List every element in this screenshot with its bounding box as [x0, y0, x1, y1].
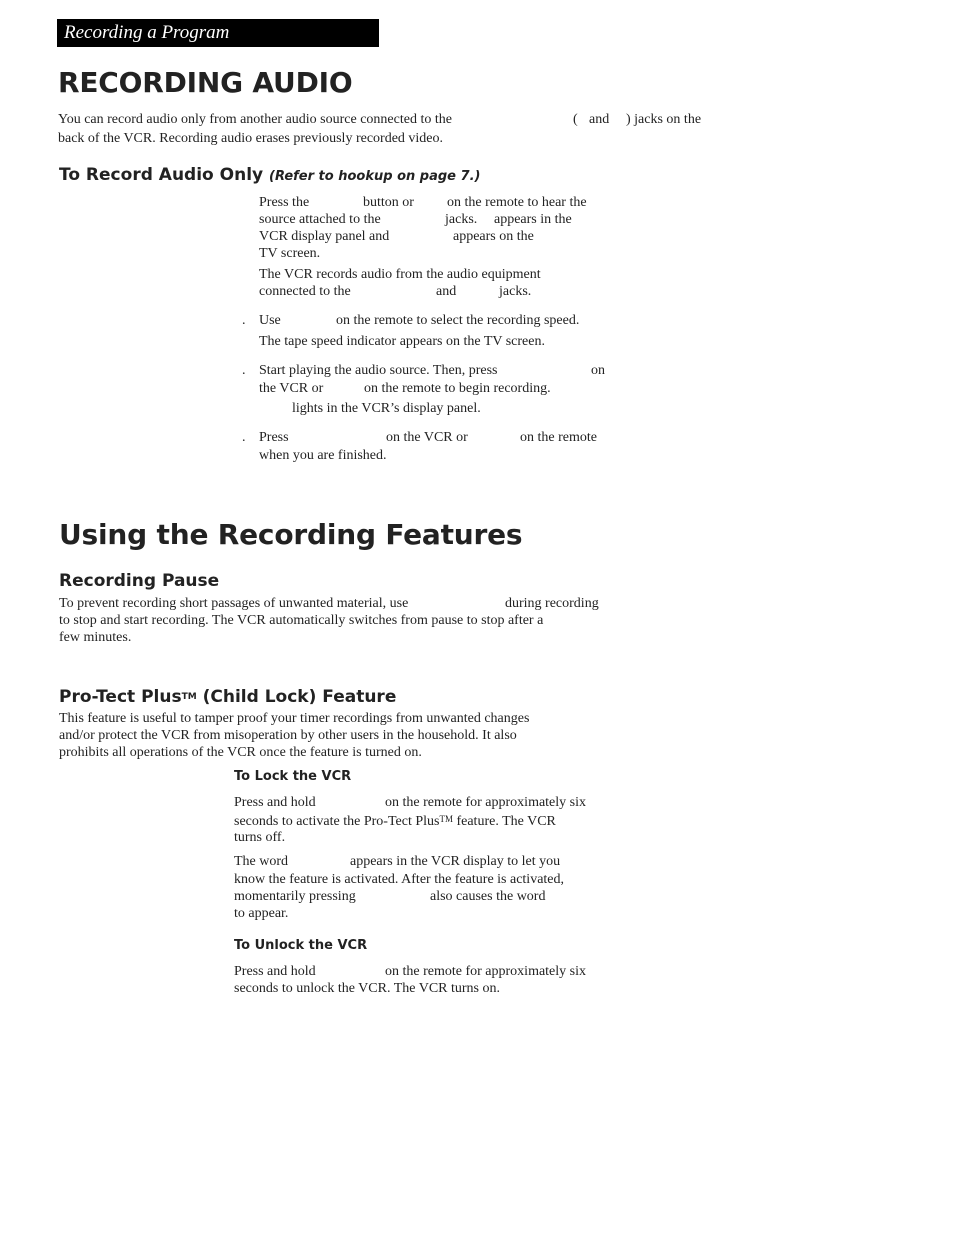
features-title: Using the Recording Features: [59, 518, 523, 551]
step4-line1-a: Press: [259, 430, 289, 445]
step2-line1-a: Use: [259, 313, 281, 328]
step1-note-line1: The VCR records audio from the audio equipment: [259, 267, 541, 282]
step1-line1-b: button or: [363, 195, 414, 210]
lock-p2-line1-a: The word: [234, 854, 289, 869]
step1-line1-c: on the remote to hear the: [447, 195, 587, 210]
step1-line2-c: appears in the: [494, 212, 572, 227]
lock-p1-line1-a: Press and hold: [234, 795, 316, 810]
step4-line1-c: on the remote: [520, 430, 597, 445]
lock-p2-line2: know the feature is activated. After the feature is activated,: [234, 872, 565, 887]
step1-line2-a: source attached to the: [259, 212, 381, 227]
pause-line2: to stop and start recording. The VCR automatically switches from pause to stop after a: [59, 613, 544, 628]
intro-line-1-a: You can record audio only from another audio source connected to the: [58, 112, 452, 127]
step4-number: .: [242, 430, 246, 445]
step4-line1-b: on the VCR or: [386, 430, 468, 445]
step3-line2-a: the VCR or: [259, 381, 324, 396]
step3-line2-b: on the remote to begin recording.: [364, 381, 551, 396]
protect-line3: prohibits all operations of the VCR once the feature is turned on.: [59, 745, 422, 760]
pause-line1-b: during recording: [505, 596, 599, 611]
pause-line1-a: To prevent recording short passages of unwanted material, use: [59, 596, 409, 611]
step1-note-line2-c: jacks.: [499, 284, 532, 299]
recording-pause-title: Recording Pause: [59, 571, 220, 591]
step1-line3-a: VCR display panel and: [259, 229, 390, 244]
intro-line-1-c: and: [589, 112, 610, 127]
protect-title-b: (Child Lock) Feature: [196, 687, 397, 707]
unlock-vcr-title: To Unlock the VCR: [234, 938, 368, 953]
lock-p2-line4: to appear.: [234, 906, 289, 921]
lock-p2-line3-a: momentarily pressing: [234, 889, 356, 904]
intro-line-1-b: (: [573, 112, 578, 127]
pause-line3: few minutes.: [59, 630, 132, 645]
protect-title-a: Pro-Tect Plus: [59, 687, 182, 707]
section-header: Recording a Program: [57, 19, 379, 47]
intro-line-2: back of the VCR. Recording audio erases previously recorded video.: [58, 131, 444, 146]
protect-line1: This feature is useful to tamper proof your timer recordings from unwanted changes: [59, 711, 530, 726]
step3-line3: lights in the VCR’s display panel.: [292, 401, 481, 416]
procedure-title-text: To Record Audio Only: [59, 165, 264, 185]
lock-p1-line1-b: on the remote for approximately six: [385, 795, 586, 810]
step1-note-line2-a: connected to the: [259, 284, 351, 299]
unlock-line1-b: on the remote for approximately six: [385, 964, 586, 979]
protect-plus-title: [59, 687, 396, 707]
page-title: RECORDING AUDIO: [58, 66, 353, 99]
step1-line4: TV screen.: [259, 246, 321, 261]
protect-line2: and/or protect the VCR from misoperation by other users in the household. It also: [59, 728, 517, 743]
step4-line2: when you are finished.: [259, 448, 387, 463]
unlock-line2: seconds to unlock the VCR. The VCR turns on.: [234, 981, 500, 996]
step2-number: .: [242, 313, 246, 328]
step1-line2-b: jacks.: [445, 212, 478, 227]
lock-trademark-mark: TM: [439, 814, 453, 824]
step2-line1-b: on the remote to select the recording speed.: [336, 313, 580, 328]
trademark-mark: TM: [181, 692, 197, 702]
step1-note-line2-b: and: [436, 284, 457, 299]
lock-p1-line2: [234, 811, 556, 830]
lock-p1-line2-a: seconds to activate the Pro-Tect Plus: [234, 814, 440, 829]
step2-line2: The tape speed indicator appears on the TV screen.: [259, 334, 545, 349]
step1-line1-a: Press the: [259, 195, 310, 210]
step3-line1-b: on: [591, 363, 605, 378]
procedure-ref: (Refer to hookup on page 7.): [269, 169, 481, 184]
unlock-line1-a: Press and hold: [234, 964, 316, 979]
step3-number: .: [242, 363, 246, 378]
intro-line-1-d: ) jacks on the: [626, 112, 702, 127]
procedure-title: [59, 165, 480, 185]
step3-line1-a: Start playing the audio source. Then, press: [259, 363, 498, 378]
lock-p1-line2-b: feature. The VCR: [452, 814, 556, 829]
step1-line3-b: appears on the: [453, 229, 534, 244]
lock-vcr-title: To Lock the VCR: [234, 769, 352, 784]
lock-p1-line3: turns off.: [234, 830, 286, 845]
lock-p2-line1-b: appears in the VCR display to let you: [350, 854, 561, 869]
lock-p2-line3-b: also causes the word: [430, 889, 546, 904]
